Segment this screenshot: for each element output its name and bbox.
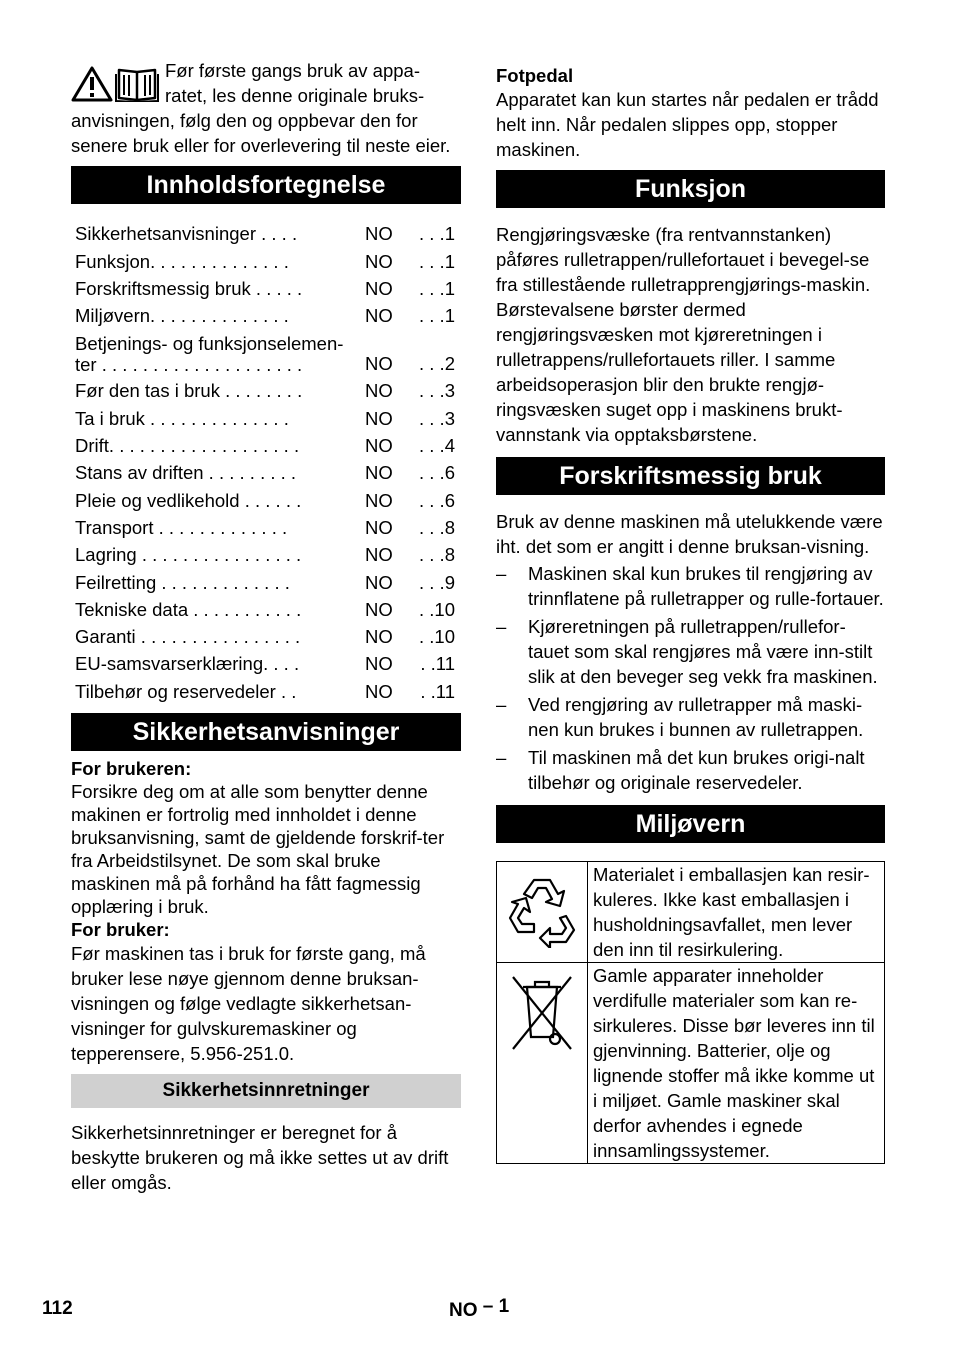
toc-lang: NO xyxy=(365,489,393,511)
toc-lang: NO xyxy=(365,680,393,702)
toc-title-line: Betjenings- og funksjonselemen- xyxy=(75,333,344,355)
toc-lang: NO xyxy=(365,571,393,593)
toc-title-text: Forskriftsmessig bruk xyxy=(75,277,251,299)
toc-title-text: Stans av driften xyxy=(75,462,204,484)
recycle-icon xyxy=(504,872,580,948)
toc-lang: NO xyxy=(365,305,393,327)
toc-dots: . . . . . . . . . . . . . . . . xyxy=(135,626,301,648)
safety-section xyxy=(71,757,461,941)
toc-dots: . . . . xyxy=(263,653,300,675)
footer-dash: – xyxy=(482,1296,494,1317)
recycle-cell xyxy=(497,862,588,963)
pedal-text: Apparatet kan kun startes når pedalen er trådd helt inn. Når pedalen slippes opp, stopper maskinen. xyxy=(496,89,879,160)
toc-page: . .11 xyxy=(420,680,455,702)
toc-page: . . .8 xyxy=(419,544,455,566)
toc-lang: NO xyxy=(365,435,393,457)
recycle-text: Materialet i emballasjen kan resir-kuleres. Ikke kast emballasjen i husholdningsavfallet, men lever den inn til resirkulering. xyxy=(588,862,885,963)
toc-dots: . . . . . . . . . . . . . . xyxy=(144,407,289,429)
toc-lang: NO xyxy=(365,353,393,375)
toc-page: . . .8 xyxy=(419,516,455,538)
toc-row xyxy=(75,457,465,484)
intro-icons xyxy=(71,66,159,102)
bin-cell xyxy=(497,963,588,1164)
toc-title-line xyxy=(75,354,365,375)
toc-title xyxy=(75,484,365,511)
table-row xyxy=(497,963,885,1164)
safety-devices-heading: Sikkerhetsinnretninger xyxy=(71,1074,461,1108)
toc-table xyxy=(75,218,465,703)
toc-title xyxy=(75,402,365,429)
toc-dots: . . xyxy=(275,680,297,702)
toc-title-text: Funksjon xyxy=(75,250,151,272)
toc-dots: . . . . . xyxy=(250,277,303,299)
open-book-icon xyxy=(115,66,159,102)
right-column xyxy=(496,58,885,1164)
intro-line-2: ratet, les denne originale bruks- xyxy=(165,85,425,106)
pedal-heading: Fotpedal xyxy=(496,65,574,86)
toc-page: . .11 xyxy=(420,653,455,675)
toc-dots: . . . . . . . . xyxy=(219,380,303,402)
toc-title xyxy=(75,512,365,539)
left-column xyxy=(71,58,461,1195)
toc-page: . . .1 xyxy=(419,250,455,272)
footer-lang: NO xyxy=(449,1300,478,1321)
toc-dots: . . . . xyxy=(255,223,298,245)
toc-title-text: Sikkerhetsanvisninger xyxy=(75,223,256,245)
toc-row xyxy=(75,675,465,702)
toc-title-text: Lagring xyxy=(75,544,137,566)
toc-row xyxy=(75,218,465,245)
toc-lang: NO xyxy=(365,626,393,648)
toc-row xyxy=(75,273,465,300)
toc-lang: NO xyxy=(365,544,393,566)
list-item: – Ved rengjøring av rulletrapper må maski-nen kun brukes i bunnen av rulletrappen. xyxy=(496,692,885,742)
user2-heading: For bruker: xyxy=(71,918,170,940)
toc-row xyxy=(75,245,465,272)
intro-notice xyxy=(71,58,461,158)
toc-title xyxy=(75,430,365,457)
toc-heading: Innholdsfortegnelse xyxy=(71,166,461,204)
toc-title-text: EU-samsvarserklæring xyxy=(75,653,264,675)
intro-text: anvisningen, følg den og oppbevar den for senere bruk eller for overlevering til neste eier. xyxy=(71,110,451,156)
bin-text: Gamle apparater inneholder verdifulle materialer som kan re-sirkuleres. Disse bør leveres inn til gjenvinning. Batterier, olje og lignende stoffer må ikke komme ut i miljøet. Gamle maskiner skal derfor avhendes i egnede innsamlingssystemer. xyxy=(588,963,885,1164)
toc-lang: NO xyxy=(365,380,393,402)
toc-dots: . . . . . . . . . . . . . . . . xyxy=(136,544,302,566)
toc-title-text: Garanti xyxy=(75,626,136,648)
toc-title-text: Feilretting xyxy=(75,571,157,593)
list-item: – Til maskinen må det kun brukes origi-nalt tilbehør og originale reservedeler. xyxy=(496,745,885,795)
toc-lang: NO xyxy=(365,598,393,620)
table-row xyxy=(497,862,885,963)
warning-triangle-icon xyxy=(71,66,113,102)
toc-title xyxy=(75,566,365,593)
toc-lang: NO xyxy=(365,250,393,272)
user-heading: For brukeren: xyxy=(71,757,192,779)
toc-row xyxy=(75,566,465,593)
toc-lang: NO xyxy=(365,277,393,299)
environment-table xyxy=(496,861,885,1164)
toc-row xyxy=(75,327,465,375)
function-heading: Funksjon xyxy=(496,170,885,208)
toc-title-text: Miljøvern xyxy=(75,305,151,327)
toc-lang: NO xyxy=(365,653,393,675)
toc-title-text: Drift xyxy=(75,435,109,457)
toc-title-text: ter xyxy=(75,354,97,376)
toc-page: . . .9 xyxy=(419,571,455,593)
toc-dots: . . . . . . xyxy=(239,489,302,511)
toc-dots: . . . . . . . . . . . . . xyxy=(156,571,290,593)
toc-title-text: Transport xyxy=(75,516,154,538)
toc-title xyxy=(75,375,365,402)
toc-row xyxy=(75,402,465,429)
toc-dots: . . . . . . . . . . . . . . . . . . . . xyxy=(96,354,303,376)
toc-dots: . . . . . . . . . . . xyxy=(188,598,302,620)
footer-section xyxy=(449,1296,510,1322)
page-number: 112 xyxy=(42,1298,73,1319)
toc-title-text: Ta i bruk xyxy=(75,407,145,429)
toc-title xyxy=(75,300,365,327)
user-text: Forsikre deg om at alle som benytter denne makinen er fortrolig med innholdet i denne bruksanvisning, samt de gjeldende forskrif-ter fra Arbeidstilsynet. De som skal bruke maskinen må på forhånd ha fått fagmessig opplæring i bruk. xyxy=(71,780,445,917)
toc-page: . . .3 xyxy=(419,407,455,429)
toc-title-text: Pleie og vedlikehold xyxy=(75,489,240,511)
toc-title-text: Tilbehør og reservedeler xyxy=(75,680,276,702)
function-text: Rengjøringsvæske (fra rentvannstanken) påføres rulletrappen/rullefortauet i bevegel-se fra stillestående rulletrapprengjørings-maskin. Børstevalsene børster dermed rengjøringsvæsken mot kjøreretningen i rulletrappens/rullefortauets riller. I samme arbeidsoperasjon blir den brukte rengjø-ringsvæsken suget opp i maskinens brukt-vannstank via opptaksbørstene. xyxy=(496,224,871,445)
safety-heading: Sikkerhetsanvisninger xyxy=(71,713,461,751)
toc-row xyxy=(75,539,465,566)
toc-title-text: Tekniske data xyxy=(75,598,189,620)
toc-row xyxy=(75,300,465,327)
toc-row xyxy=(75,512,465,539)
list-item: – Kjøreretningen på rulletrappen/rullefor-tauet som skal rengjøres må være inn-stilt slik at den beveger seg vekk fra maskinen. xyxy=(496,614,885,689)
toc-page: . . .1 xyxy=(419,305,455,327)
intended-use-list xyxy=(496,561,885,795)
intro-line-1: Før første gangs bruk av appa- xyxy=(165,60,420,81)
toc-title xyxy=(75,273,365,300)
toc-dots: . . . . . . . . . . . . . . xyxy=(150,250,289,272)
toc-title xyxy=(75,245,365,272)
toc-title xyxy=(75,621,365,648)
environment-heading: Miljøvern xyxy=(496,805,885,843)
toc-title xyxy=(75,594,365,621)
toc-row xyxy=(75,621,465,648)
toc-title xyxy=(75,457,365,484)
toc-page: . . .6 xyxy=(419,489,455,511)
toc-title xyxy=(75,327,365,375)
footer-section-page: 1 xyxy=(498,1296,510,1317)
toc-dots: . . . . . . . . . . . . . . . . . . . xyxy=(108,435,300,457)
toc-title xyxy=(75,675,365,702)
toc-title-text: Før den tas i bruk xyxy=(75,380,220,402)
toc-lang: NO xyxy=(365,407,393,429)
toc-title xyxy=(75,539,365,566)
toc-title xyxy=(75,648,365,675)
toc-page: . . .3 xyxy=(419,380,455,402)
intended-use-heading: Forskriftsmessig bruk xyxy=(496,457,885,495)
toc-page: . . .6 xyxy=(419,462,455,484)
toc-page: . .10 xyxy=(419,598,455,620)
toc-row xyxy=(75,594,465,621)
user2-text: Før maskinen tas i bruk for første gang, må bruker lese nøye gjennom denne bruksan-visningen og følge vedlagte sikkerhetsan-visninger for gulvskuremaskiner og tepperensere, 5.956-251.0. xyxy=(71,942,426,1064)
list-item: – Maskinen skal kun brukes til rengjøring av trinnflatene på rulletrapper og rulle-fortauer. xyxy=(496,561,885,611)
toc-page: . . .4 xyxy=(419,435,455,457)
toc-dots: . . . . . . . . . . . . . xyxy=(153,516,288,538)
toc-lang: NO xyxy=(365,462,393,484)
toc-row xyxy=(75,648,465,675)
toc-page: . . .1 xyxy=(419,277,455,299)
toc-lang: NO xyxy=(365,516,393,538)
toc-row xyxy=(75,484,465,511)
safety-devices-text: Sikkerhetsinnretninger er beregnet for å beskytte brukeren og må ikke settes ut av drift eller omgås. xyxy=(71,1121,449,1193)
intended-use-text: Bruk av denne maskinen må utelukkende være iht. det som er angitt i denne bruksan-visning. xyxy=(496,511,883,557)
toc-dots: . . . . . . . . . . . . . . xyxy=(150,305,289,327)
toc-row xyxy=(75,430,465,457)
crossed-bin-icon xyxy=(509,973,575,1057)
toc-page: . . .2 xyxy=(419,353,455,375)
toc-lang: NO xyxy=(365,223,393,245)
toc-dots: . . . . . . . . . xyxy=(203,462,297,484)
toc-title xyxy=(75,218,365,245)
toc-page: . .10 xyxy=(419,626,455,648)
toc-page: . . .1 xyxy=(419,223,455,245)
toc-row xyxy=(75,375,465,402)
